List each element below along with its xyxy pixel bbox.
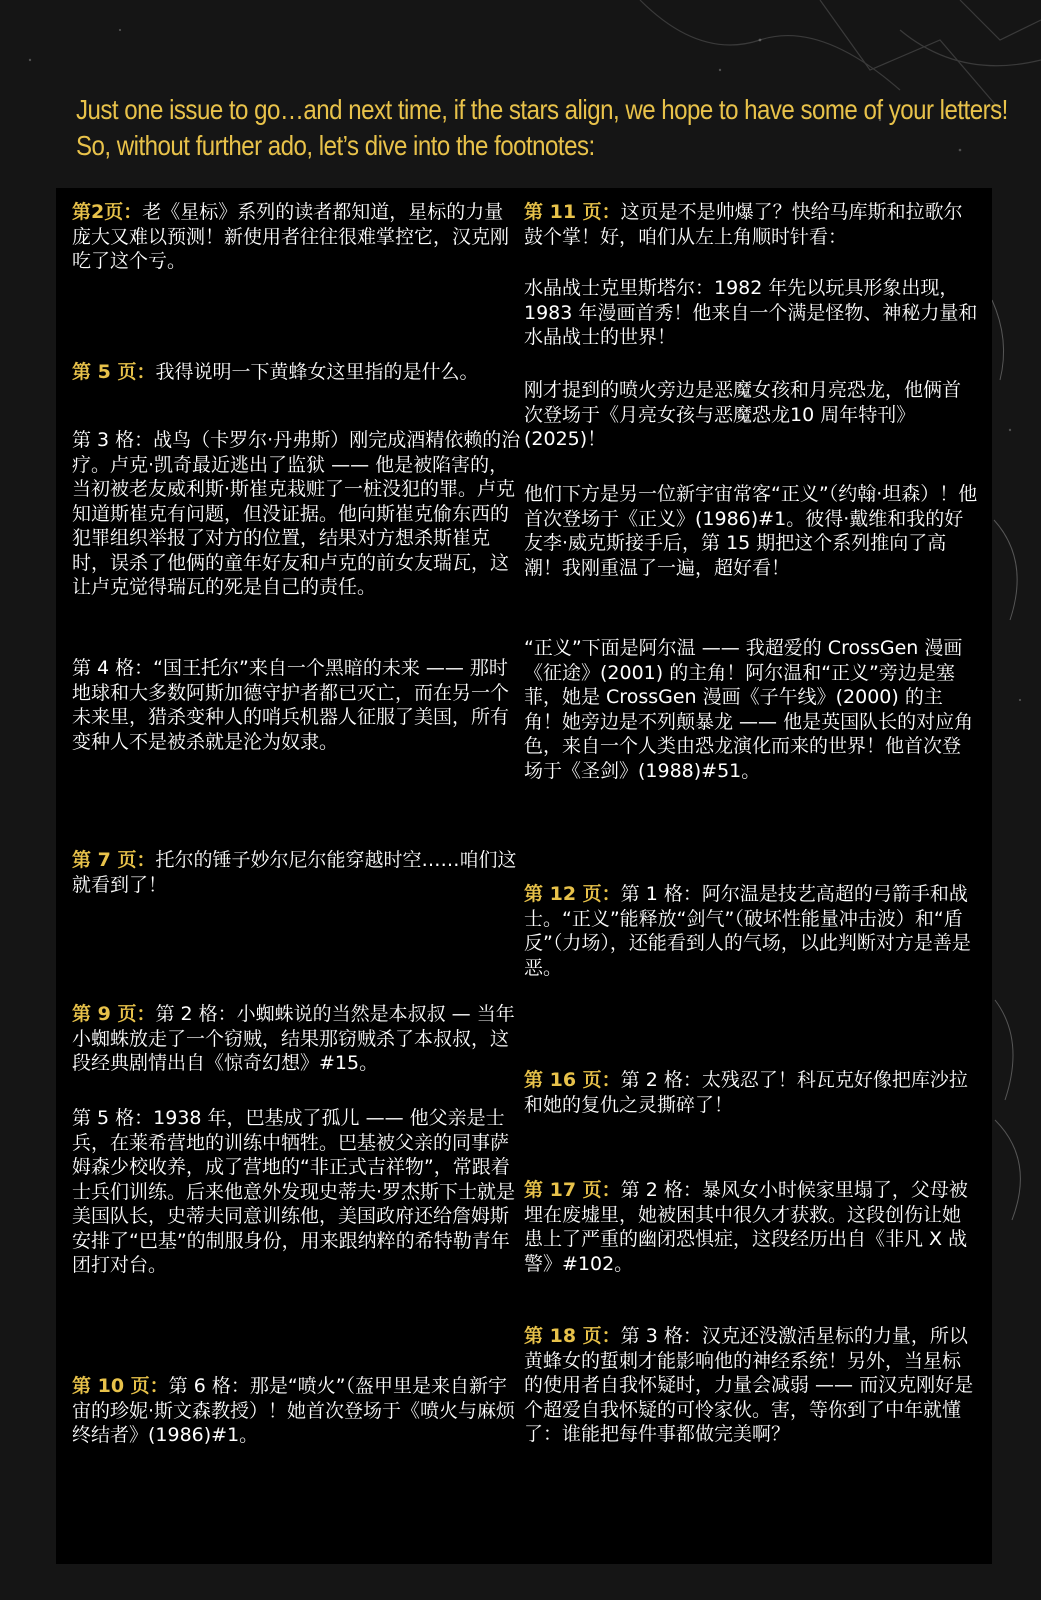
footnote-text: 第 2 格：暴风女小时候家里塌了，父母被埋在废墟里，她被困其中很久才获救。这段创伤让她患上了严重的幽闭恐惧症，这段经历出自《非凡 X 战警》#102。: [524, 1179, 968, 1275]
footnote-page-label: 第 10 页：: [72, 1375, 169, 1397]
footnote-page-label: 第 9 页：: [72, 1003, 156, 1025]
footnote-note: 他们下方是另一位新宇宙常客“正义”（约翰·坦森）！他首次登场于《正义》(1986)#1。彼得·戴维和我的好友李·威克斯接手后，第 15 期把这个系列推向了高潮！我刚重温了一遍，超好看！: [524, 483, 978, 579]
footnote-page-label: 第 11 页：: [524, 201, 621, 223]
footnote-text: 第 6 格：那是“喷火”（盔甲里是来自新宇宙的珍妮·斯文森教授）！她首次登场于《喷火与麻烦终结者》(1986)#1。: [72, 1375, 516, 1446]
footnote-page-label: 第 5 页：: [72, 361, 156, 383]
footnote-text: 第 3 格：汉克还没激活星标的力量，所以黄蜂女的蜇刺才能影响他的神经系统！另外，当星标的使用者自我怀疑时，力量会减弱 —— 而汉克刚好是个超爱自我怀疑的可怜家伙。害，等你到了中年就懂了：谁能把每件事都做完美啊？: [524, 1325, 974, 1445]
footnote-page-5-panel-4: [72, 656, 522, 754]
intro-text: [76, 92, 1008, 164]
footnote-page-11-note-3: [524, 482, 979, 580]
footnote-page-11-note-2: [524, 378, 979, 452]
footnote-page-17: [524, 1178, 979, 1276]
footnote-page-11-note-4: [524, 636, 979, 783]
footnote-page-18: [524, 1324, 979, 1447]
footnote-text: 第 1 格：阿尔温是技艺高超的弓箭手和战士。“正义”能释放“剑气”（破坏性能量冲击波）和“盾反”（力场），还能看到人的气场，以此判断对方是善是恶。: [524, 883, 971, 979]
footnote-page-2: [72, 200, 522, 274]
footnote-note: 第 5 格：1938 年，巴基成了孤儿 —— 他父亲是士兵，在莱希营地的训练中牺牲。巴基被父亲的同事萨姆森少校收养，成了营地的“非正式吉祥物”，常跟着士兵们训练。后来他意外发现史蒂夫·罗杰斯下士就是美国队长，史蒂夫同意训练他，美国政府还给詹姆斯安排了“巴基”的制服身份，用来跟纳粹的希特勒青年团打对台。: [72, 1107, 516, 1276]
footnote-page-label: 第 18 页：: [524, 1325, 621, 1347]
footnote-note: 水晶战士克里斯塔尔：1982 年先以玩具形象出现，1983 年漫画首秀！他来自一个满是怪物、神秘力量和水晶战士的世界！: [524, 277, 978, 348]
footnotes-panel: [56, 188, 992, 1564]
intro-line-1: Just one issue to go…and next time, if the stars align, we hope to have some of your letters!: [76, 94, 1008, 125]
footnote-page-label: 第 12 页：: [524, 883, 621, 905]
footnote-text: 我得说明一下黄蜂女这里指的是什么。: [155, 361, 479, 383]
footnote-page-label: 第 16 页：: [524, 1069, 621, 1091]
footnote-page-5-panel-3: [72, 428, 522, 600]
footnote-note: 刚才提到的喷火旁边是恶魔女孩和月亮恐龙，他俩首次登场于《月亮女孩与恶魔恐龙10 周年特刊》(2025)！: [524, 379, 962, 450]
footnote-text: 托尔的锤子妙尔尼尔能穿越时空……咱们这就看到了！: [72, 849, 517, 896]
footnote-page-label: 第 17 页：: [524, 1179, 621, 1201]
footnote-page-5: [72, 360, 522, 385]
footnote-note: 第 3 格：战鸟（卡罗尔·丹弗斯）刚完成酒精依赖的治疗。卢克·凯奇最近逃出了监狱 —— 他是被陷害的，当初被老友威利斯·斯崔克栽赃了一桩没犯的罪。卢克知道斯崔克有问题，但没证据。他向斯崔克偷东西的犯罪组织举报了对方的位置，结果对方想杀斯崔克时，误杀了他俩的童年好友和卢克的前女友瑞瓦，这让卢克觉得瑞瓦的死是自己的责任。: [72, 429, 521, 598]
intro-line-2: So, without further ado, let’s dive into the footnotes:: [76, 130, 595, 161]
footnote-page-10: [72, 1374, 522, 1448]
footnote-text: 第 2 格：小蜘蛛说的当然是本叔叔 — 当年小蜘蛛放走了一个窃贼，结果那窃贼杀了本叔叔，这段经典剧情出自《惊奇幻想》#15。: [72, 1003, 515, 1074]
footnote-note: 第 4 格：“国王托尔”来自一个黑暗的未来 —— 那时地球和大多数阿斯加德守护者都已灭亡，而在另一个未来里，猎杀变种人的哨兵机器人征服了美国，所有变种人不是被杀就是沦为奴隶。: [72, 657, 510, 753]
footnote-page-11: [524, 200, 979, 249]
footnote-page-label: 第 7 页：: [72, 849, 156, 871]
footnote-text: 这页是不是帅爆了？快给马库斯和拉歌尔鼓个掌！好，咱们从左上角顺时针看：: [524, 201, 963, 248]
footnote-page-12: [524, 882, 979, 980]
footnote-page-9-panel-5: [72, 1106, 522, 1278]
footnote-page-7: [72, 848, 522, 897]
footnote-page-label: 第2页：: [72, 201, 143, 223]
footnote-page-9: [72, 1002, 522, 1076]
footnote-text: 老《星标》系列的读者都知道，星标的力量庞大又难以预测！新使用者往往很难掌控它，汉克刚吃了这个亏。: [72, 201, 510, 272]
footnote-page-16: [524, 1068, 979, 1117]
footnote-note: “正义”下面是阿尔温 —— 我超爱的 CrossGen 漫画《征途》(2001) 的主角！阿尔温和“正义”旁边是塞菲，她是 CrossGen 漫画《子午线》(2000) 的主角！她旁边是不列颠暴龙 —— 他是英国队长的对应角色，来自一个人类由恐龙演化而来的世界！他首次登场于《圣剑》(1988)#51。: [524, 637, 974, 782]
footnote-page-11-note-1: [524, 276, 979, 350]
footnote-text: 第 2 格：太残忍了！科瓦克好像把库沙拉和她的复仇之灵撕碎了！: [524, 1069, 968, 1116]
